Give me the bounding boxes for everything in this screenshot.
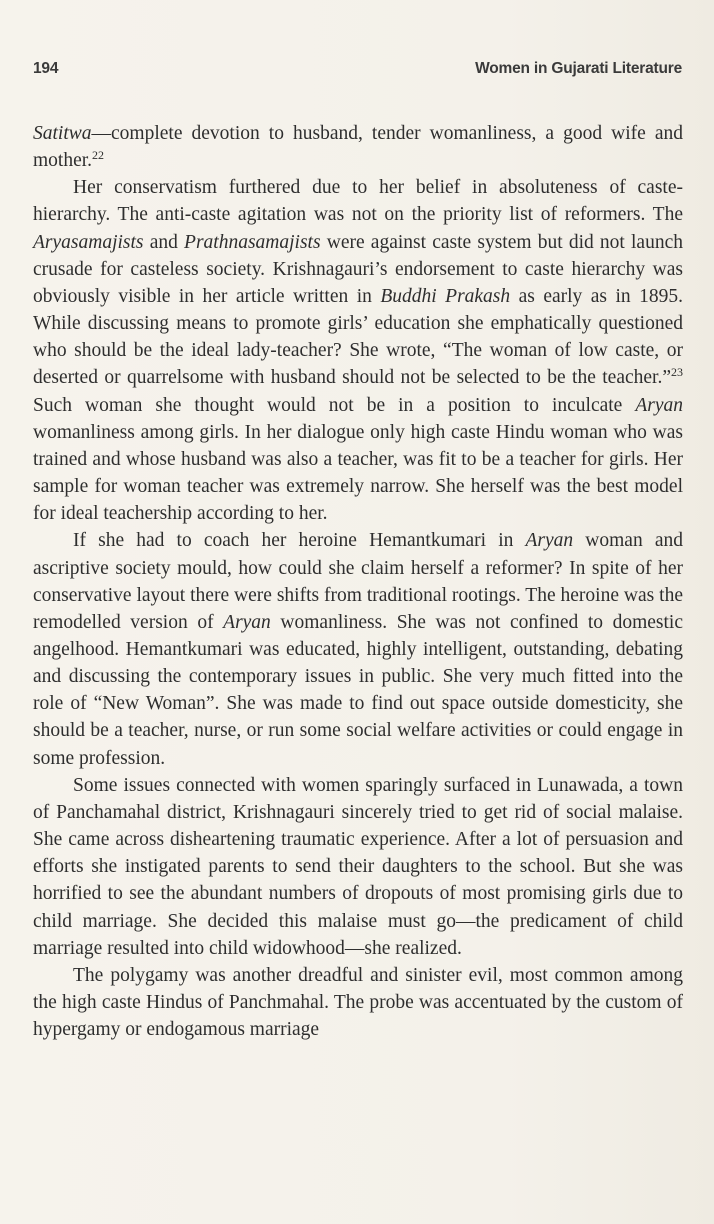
text-run: Her conservatism furthered due to her belief in absoluteness of caste-hierarchy. The anti-caste agitation was not on the priority list of reformers. The (33, 177, 683, 226)
italic-term: Aryan (223, 611, 271, 633)
text-run: were against caste system but did not launch crusade for casteless society. Krishnagauri’s endorsement to caste hierarchy was obviously visible in her article written in (33, 231, 683, 307)
text-run: as early as in 1895. While discussing means to promote girls’ education she emphatically questioned who should be the ideal lady-teacher? She wrote, “The woman of low caste, or deserted or quarrelsome with husband should not be selected to be the teacher.” (33, 285, 683, 389)
italic-term: Buddhi Prakash (380, 285, 511, 307)
running-title: Women in Gujarati Literature (475, 60, 682, 77)
text-run: womanliness. She was not confined to domestic angelhood. Hemantkumari was educated, highly intelligent, outstanding, debating and discussing the contemporary issues in public. She very much fitted into the role of “New Woman”. She was made to find out space outside domesticity, she should be a teacher, nurse, or run some social welfare activities or could engage in some profession. (33, 611, 683, 769)
footnote-ref: 22 (92, 148, 105, 163)
text-run: and (143, 231, 185, 253)
page-number: 194 (33, 60, 59, 77)
text-run: woman and ascriptive society mould, how could she claim herself a reformer? In spite of her conservative layout there were shifts from traditional rootings. The heroine was the remodelled version of (33, 530, 683, 633)
text-run: The polygamy was another dreadful and sinister evil, most common among the high caste Hindus of Panchmahal. The probe was accentuated by the custom of hypergamy or endogamous marriage (33, 964, 683, 1041)
italic-term: Prathnasamajists (184, 231, 321, 253)
italic-term: Satitwa (33, 123, 92, 144)
paragraph-2 (33, 174, 683, 527)
paragraph-1 (33, 120, 683, 174)
text-run: Some issues connected with women sparingly surfaced in Lunawada, a town of Panchamahal district, Krishnagauri sincerely tried to get rid of social malaise. She came across disheartening traumatic experience. After a lot of persuasion and efforts she instigated parents to send their daughters to the school. But she was horrified to see the abundant numbers of dropouts of most promising girls due to child marriage. She decided this malaise must go—the predicament of child marriage resulted into child widowhood—she realized. (33, 774, 683, 959)
paragraph-3 (33, 527, 683, 771)
text-run: If she had to coach her heroine Hemantkumari in (73, 530, 526, 552)
text-run: Such woman she thought would not be in a position to inculcate (33, 394, 636, 416)
footnote-ref: 23 (671, 365, 683, 380)
paragraph-5 (33, 962, 683, 1043)
paragraph-4 (33, 772, 683, 962)
running-header (33, 60, 682, 82)
body-text (33, 120, 683, 1043)
text-run: —complete devotion to husband, tender womanliness, a good wife and mother. (33, 123, 683, 172)
italic-term: Aryan (635, 394, 683, 416)
text-run: womanliness among girls. In her dialogue only high caste Hindu woman who was trained and whose husband was also a teacher, was fit to be a teacher for girls. Her sample for woman teacher was extremely narrow. She herself was the best model for ideal teachership according to her. (33, 421, 683, 525)
italic-term: Aryasamajists (33, 231, 144, 253)
italic-term: Aryan (525, 530, 574, 552)
